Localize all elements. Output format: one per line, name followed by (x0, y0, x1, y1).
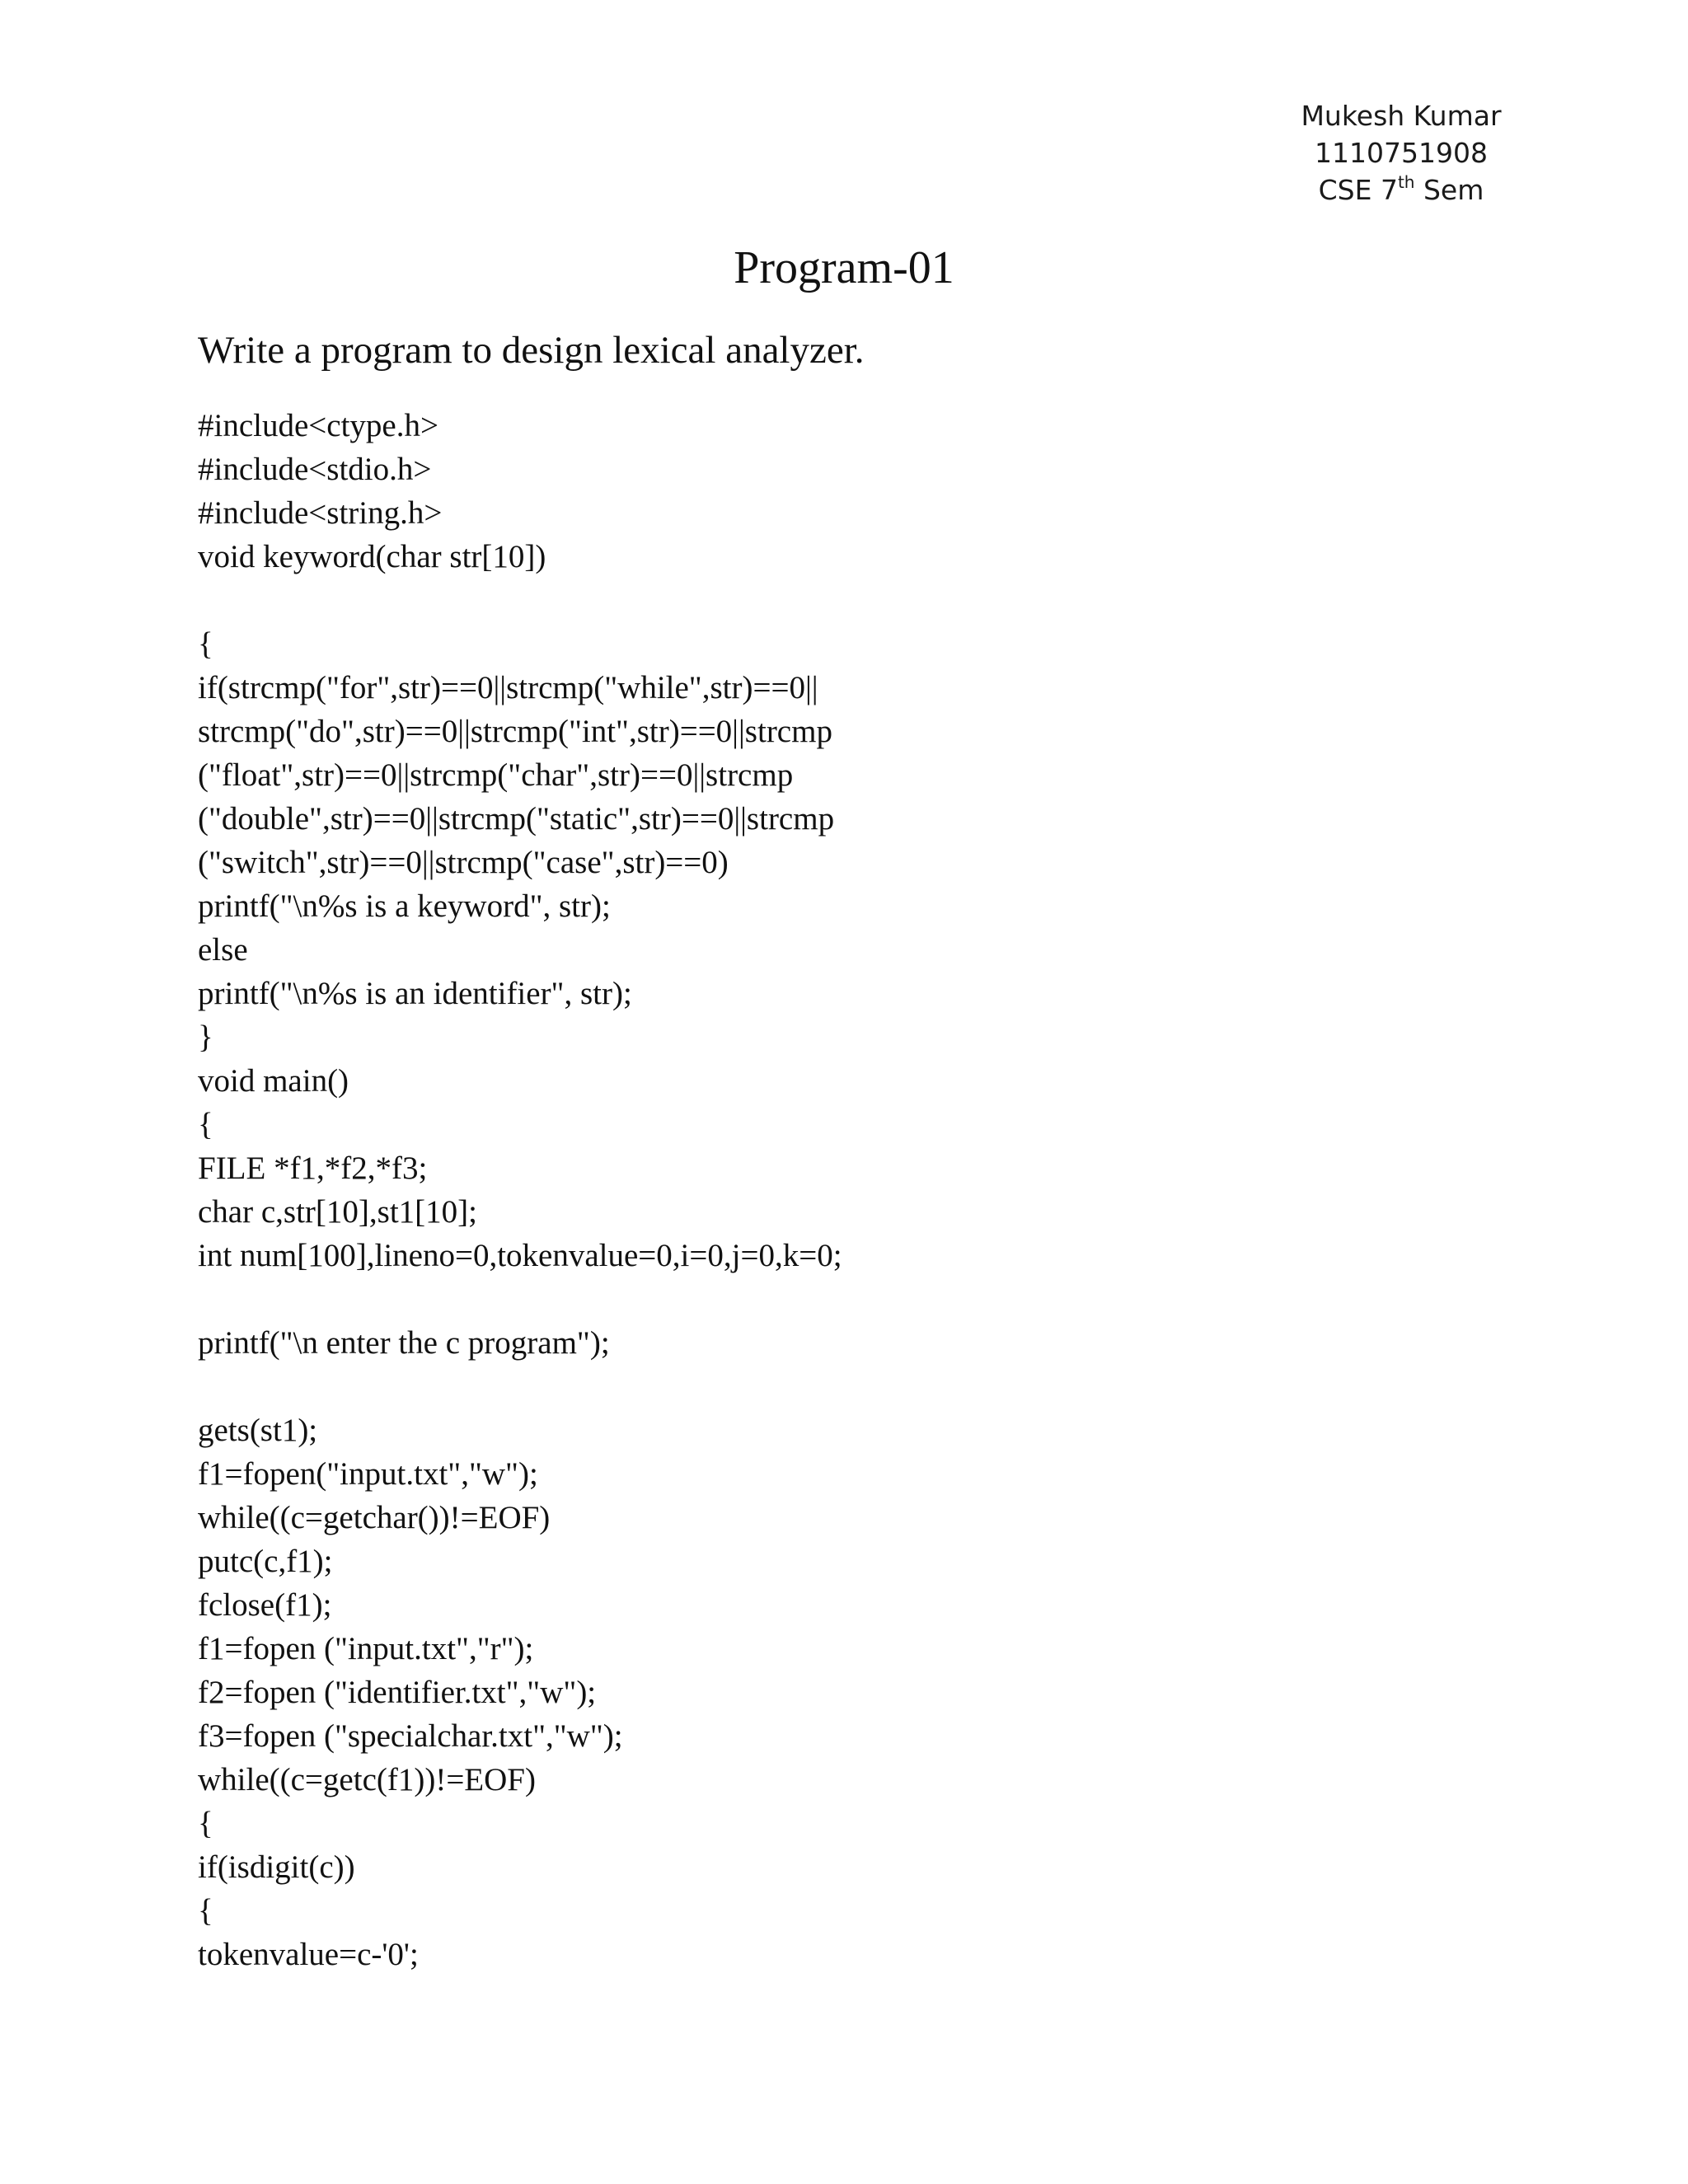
code-line: if(strcmp("for",str)==0||strcmp("while",str)==0|| (198, 670, 818, 705)
code-line: while((c=getc(f1))!=EOF) (198, 1762, 536, 1797)
code-line: else (198, 932, 248, 968)
code-line: f2=fopen ("identifier.txt","w"); (198, 1675, 597, 1710)
code-line: } (198, 1019, 213, 1055)
code-line: { (198, 626, 213, 662)
code-line: strcmp("do",str)==0||strcmp("int",str)==0||strcmp (198, 714, 832, 749)
author-header (1195, 97, 1607, 209)
code-line: { (198, 1806, 213, 1841)
code-line: char c,str[10],st1[10]; (198, 1194, 477, 1230)
page-title: Program-01 (734, 242, 954, 293)
code-line: printf("\n%s is an identifier", str); (198, 976, 632, 1011)
code-line: gets(st1); (198, 1413, 318, 1448)
roll-number: 1110751908 (1315, 137, 1488, 169)
code-listing (198, 404, 1599, 1976)
code-line (198, 1365, 1599, 1408)
code-line (198, 1277, 1599, 1321)
code-line: ("double",str)==0||strcmp("static",str)==0||strcmp (198, 801, 835, 837)
author-name: Mukesh Kumar (1301, 100, 1502, 132)
code-line: { (198, 1893, 213, 1929)
code-line: FILE *f1,*f2,*f3; (198, 1151, 428, 1186)
code-line: void main() (198, 1063, 349, 1099)
code-line: #include<string.h> (198, 495, 443, 531)
code-line: while((c=getchar())!=EOF) (198, 1500, 551, 1535)
code-line: ("switch",str)==0||strcmp("case",str)==0) (198, 845, 729, 880)
class-sup: th (1397, 172, 1415, 192)
code-line: fclose(f1); (198, 1587, 332, 1623)
class-suffix: Sem (1414, 174, 1484, 206)
task-statement: Write a program to design lexical analyzer. (198, 329, 865, 372)
code-line: { (198, 1107, 213, 1142)
code-line: f1=fopen ("input.txt","r"); (198, 1631, 534, 1666)
code-line: f3=fopen ("specialchar.txt","w"); (198, 1718, 623, 1754)
code-line: printf("\n enter the c program"); (198, 1325, 610, 1361)
code-line: if(isdigit(c)) (198, 1849, 355, 1885)
code-line: ("float",str)==0||strcmp("char",str)==0||strcmp (198, 757, 794, 793)
code-line: tokenvalue=c-'0'; (198, 1937, 419, 1972)
class-semester (1195, 171, 1607, 209)
code-line: f1=fopen("input.txt","w"); (198, 1456, 538, 1492)
code-line: void keyword(char str[10]) (198, 539, 546, 574)
class-prefix: CSE 7 (1318, 174, 1398, 206)
code-line: int num[100],lineno=0,tokenvalue=0,i=0,j=0,k=0; (198, 1238, 842, 1273)
code-line: putc(c,f1); (198, 1544, 333, 1579)
code-line: #include<ctype.h> (198, 408, 438, 443)
code-line (198, 579, 1599, 622)
code-line: #include<stdio.h> (198, 452, 432, 487)
code-line: printf("\n%s is a keyword", str); (198, 888, 611, 924)
